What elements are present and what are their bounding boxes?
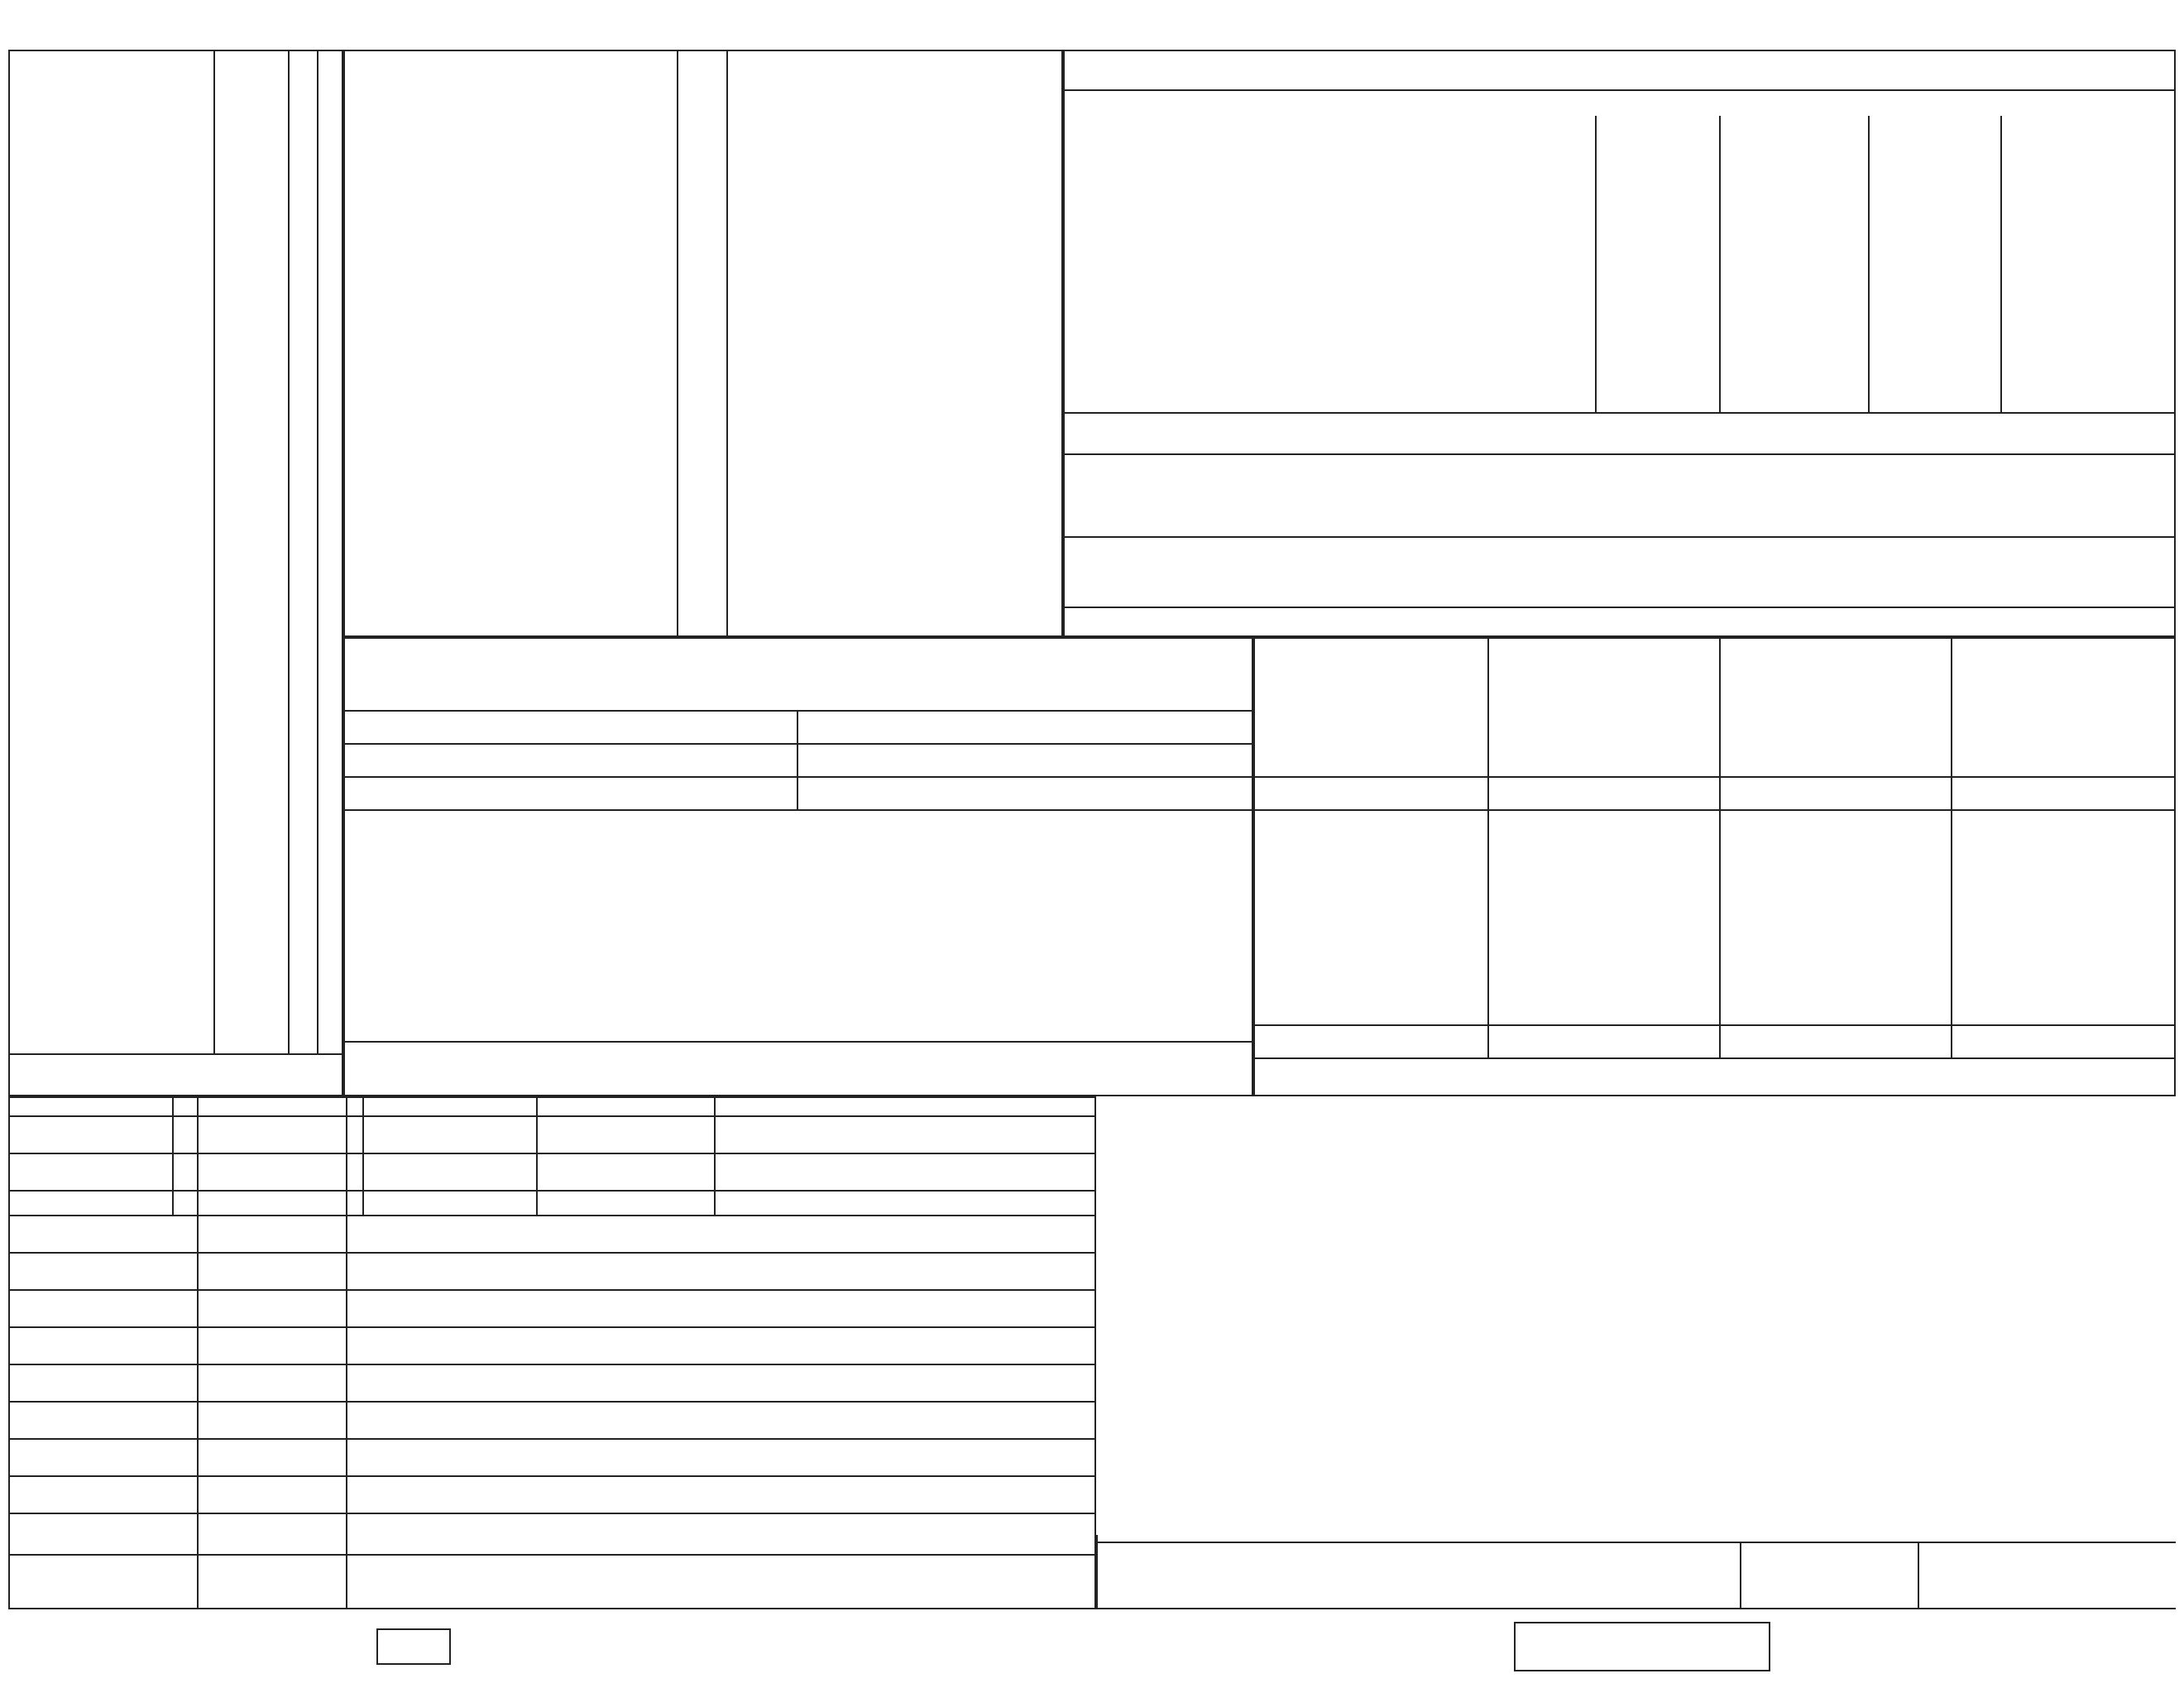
card-of-box — [1514, 1622, 1770, 1671]
land-computations-panel — [343, 50, 1063, 637]
location-divider — [1096, 1542, 2176, 1543]
record-card-panel — [343, 637, 1253, 1096]
assessment-panel — [8, 50, 343, 1096]
property-factors-panel — [1253, 637, 2176, 1096]
location-row — [1096, 1535, 2176, 1609]
district-code-box — [376, 1628, 451, 1665]
land-value-panel — [1063, 50, 2176, 637]
